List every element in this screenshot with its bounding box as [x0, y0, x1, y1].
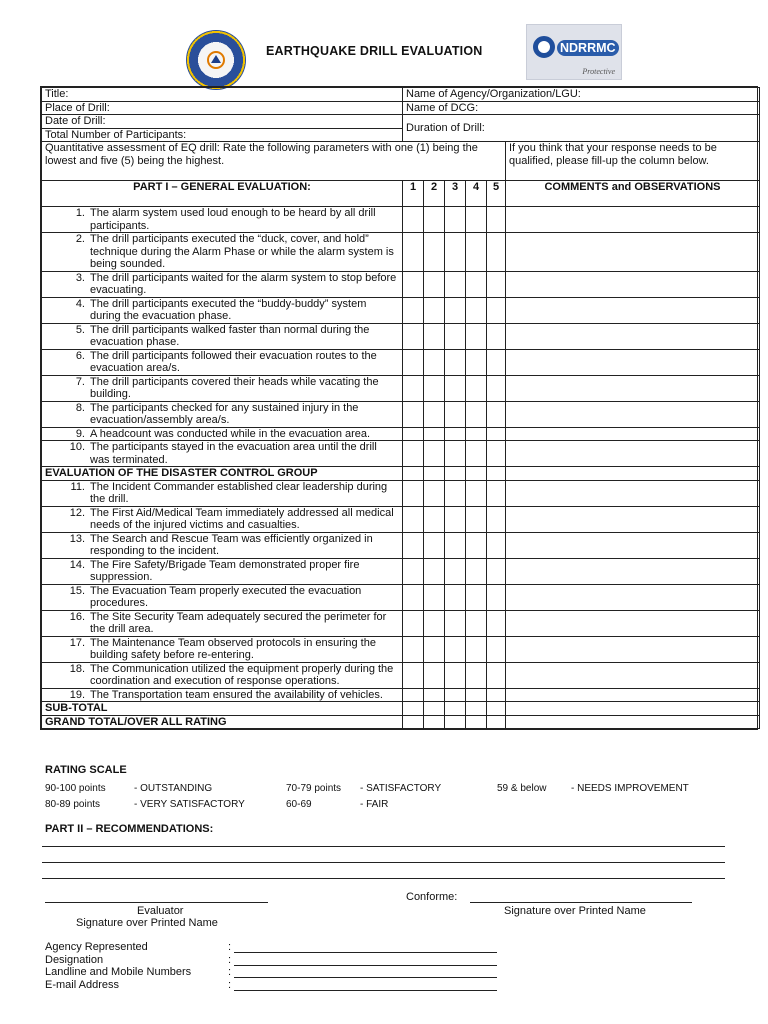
empty-cell [466, 467, 487, 481]
comment-cell[interactable] [506, 375, 760, 401]
recommendation-line-1[interactable] [42, 846, 725, 847]
criterion-number: 3. [75, 271, 85, 284]
part1-heading: PART I – GENERAL EVALUATION: [42, 181, 403, 207]
form-table [41, 87, 760, 729]
score-cell-4[interactable] [466, 662, 487, 688]
score-cell-5[interactable] [487, 297, 506, 323]
score-header-1: 1 [403, 181, 424, 207]
criterion-text: The Incident Commander established clear leadership during the drill. [90, 480, 388, 505]
instructions-left: Quantitative assessment of EQ drill: Rate the following parameters with one (1) being the lowest and five (5) being the highest. [42, 142, 506, 181]
total-score-cell-5[interactable] [487, 702, 506, 716]
field-dcg[interactable]: Name of DCG: [403, 101, 760, 115]
score-cell-4[interactable] [466, 506, 487, 532]
score-cell-2[interactable] [424, 558, 445, 584]
comment-cell[interactable] [506, 271, 760, 297]
score-cell-3[interactable] [445, 610, 466, 636]
score-cell-1[interactable] [403, 349, 424, 375]
criterion-text: The Fire Safety/Brigade Team demonstrated proper fire suppression. [90, 558, 360, 583]
scale-range: 70-79 points [286, 783, 342, 794]
score-cell-5[interactable] [487, 584, 506, 610]
score-cell-3[interactable] [445, 207, 466, 233]
criterion-number: 16. [69, 610, 85, 623]
score-cell-3[interactable] [445, 375, 466, 401]
score-cell-4[interactable] [466, 532, 487, 558]
score-cell-4[interactable] [466, 349, 487, 375]
criterion-text: The participants checked for any sustained injury in the evacuation/assembly area/s. [90, 401, 359, 426]
empty-cell [506, 467, 760, 481]
criterion-text: The drill participants walked faster than normal during the evacuation phase. [90, 323, 370, 348]
total-score-cell-2[interactable] [424, 715, 445, 729]
score-cell-4[interactable] [466, 688, 487, 702]
score-cell-1[interactable] [403, 662, 424, 688]
table-row [42, 427, 760, 441]
logo-name: NDRRMC [557, 40, 619, 56]
score-cell-5[interactable] [487, 688, 506, 702]
score-cell-5[interactable] [487, 506, 506, 532]
score-cell-1[interactable] [403, 636, 424, 662]
table-row [42, 233, 760, 272]
criterion-cell [42, 662, 403, 688]
contact-colon: : [228, 966, 232, 978]
table-row [42, 506, 760, 532]
score-cell-2[interactable] [424, 375, 445, 401]
criterion-number: 8. [75, 401, 85, 414]
criterion-cell [42, 532, 403, 558]
instructions-right: If you think that your response needs to be qualified, please fill-up the column below. [506, 142, 760, 181]
score-cell-4[interactable] [466, 584, 487, 610]
field-agency[interactable]: Name of Agency/Organization/LGU: [403, 88, 760, 102]
criterion-text: The Evacuation Team properly executed the evacuation procedures. [90, 584, 362, 609]
comment-cell[interactable] [506, 584, 760, 610]
criterion-number: 15. [69, 584, 85, 597]
score-cell-5[interactable] [487, 610, 506, 636]
comment-cell[interactable] [506, 480, 760, 506]
comment-cell[interactable] [506, 558, 760, 584]
score-cell-5[interactable] [487, 271, 506, 297]
score-cell-3[interactable] [445, 506, 466, 532]
score-cell-3[interactable] [445, 636, 466, 662]
score-cell-1[interactable] [403, 401, 424, 427]
comment-cell[interactable] [506, 297, 760, 323]
conforme-signature-caption: Signature over Printed Name [504, 905, 646, 917]
score-cell-2[interactable] [424, 584, 445, 610]
table-row [42, 297, 760, 323]
conforme-signature-line[interactable] [470, 902, 692, 903]
table-row [42, 207, 760, 233]
score-cell-2[interactable] [424, 636, 445, 662]
comment-cell[interactable] [506, 688, 760, 702]
contact-colon: : [228, 978, 232, 991]
scale-range: 60-69 [286, 799, 312, 810]
score-cell-3[interactable] [445, 349, 466, 375]
table-row [42, 323, 760, 349]
score-cell-2[interactable] [424, 297, 445, 323]
total-score-cell-1[interactable] [403, 715, 424, 729]
table-row [42, 584, 760, 610]
score-cell-2[interactable] [424, 506, 445, 532]
score-cell-3[interactable] [445, 532, 466, 558]
criterion-text: The drill participants executed the “duck, cover, and hold” technique during the Alarm Phase or while the alarm system is being sounded. [90, 233, 394, 270]
score-cell-2[interactable] [424, 480, 445, 506]
criterion-number: 1. [75, 207, 85, 219]
score-cell-2[interactable] [424, 688, 445, 702]
score-cell-5[interactable] [487, 636, 506, 662]
score-cell-1[interactable] [403, 532, 424, 558]
contact-label: Designation [45, 953, 104, 966]
empty-cell [424, 467, 445, 481]
comment-cell[interactable] [506, 532, 760, 558]
criterion-number: 7. [75, 375, 85, 388]
criterion-number: 4. [75, 297, 85, 310]
criterion-number: 14. [69, 558, 85, 571]
table-row [42, 636, 760, 662]
document-header [0, 22, 768, 84]
total-score-cell-4[interactable] [466, 702, 487, 716]
criterion-number: 5. [75, 323, 85, 336]
score-cell-1[interactable] [403, 207, 424, 233]
score-cell-4[interactable] [466, 636, 487, 662]
evaluation-form [40, 86, 758, 730]
criterion-number: 10. [69, 441, 85, 453]
criterion-text: The Transportation team ensured the availability of vehicles. [90, 688, 383, 701]
score-cell-2[interactable] [424, 323, 445, 349]
contact-input-line[interactable] [234, 990, 497, 991]
ndrrmc-logo [526, 24, 622, 80]
field-date[interactable]: Date of Drill: [42, 115, 403, 129]
score-cell-3[interactable] [445, 427, 466, 441]
comment-cell[interactable] [506, 207, 760, 233]
contact-colon: : [228, 953, 232, 966]
criterion-number: 18. [69, 662, 85, 675]
score-cell-1[interactable] [403, 610, 424, 636]
government-seal-icon [186, 30, 246, 90]
comment-cell[interactable] [506, 233, 760, 272]
comments-header: COMMENTS and OBSERVATIONS [506, 181, 760, 207]
field-duration[interactable]: Duration of Drill: [403, 115, 760, 142]
score-cell-5[interactable] [487, 323, 506, 349]
score-cell-2[interactable] [424, 207, 445, 233]
scale-descriptor: - OUTSTANDING [134, 783, 213, 794]
criterion-text: The drill participants covered their heads while vacating the building. [90, 375, 379, 400]
scale-descriptor: - VERY SATISFACTORY [134, 799, 245, 810]
score-cell-4[interactable] [466, 375, 487, 401]
scale-descriptor: - SATISFACTORY [360, 783, 442, 794]
criterion-cell [42, 207, 403, 233]
score-header-3: 3 [445, 181, 466, 207]
score-cell-1[interactable] [403, 688, 424, 702]
table-row [42, 271, 760, 297]
total-score-cell-2[interactable] [424, 702, 445, 716]
grand-total-row [42, 715, 760, 729]
score-cell-3[interactable] [445, 662, 466, 688]
total-score-cell-3[interactable] [445, 715, 466, 729]
score-cell-2[interactable] [424, 271, 445, 297]
score-header-5: 5 [487, 181, 506, 207]
score-cell-4[interactable] [466, 401, 487, 427]
table-row [42, 401, 760, 427]
table-row [42, 662, 760, 688]
field-title[interactable]: Title: [42, 88, 403, 102]
score-cell-2[interactable] [424, 532, 445, 558]
recommendation-line-3[interactable] [42, 878, 725, 879]
comment-cell[interactable] [506, 323, 760, 349]
criterion-cell [42, 323, 403, 349]
dcg-heading-row [42, 467, 760, 481]
score-cell-4[interactable] [466, 480, 487, 506]
score-cell-1[interactable] [403, 233, 424, 272]
comment-cell[interactable] [506, 401, 760, 427]
rating-scale-heading: RATING SCALE [45, 764, 127, 776]
score-cell-1[interactable] [403, 427, 424, 441]
criterion-number: 13. [69, 532, 85, 545]
score-cell-5[interactable] [487, 427, 506, 441]
score-cell-1[interactable] [403, 480, 424, 506]
contact-label: Landline and Mobile Numbers [45, 966, 192, 978]
criterion-text: The alarm system used loud enough to be heard by all drill participants. [90, 207, 376, 232]
evaluator-label: Evaluator [137, 905, 184, 917]
score-cell-5[interactable] [487, 375, 506, 401]
criterion-number: 6. [75, 349, 85, 362]
criterion-number: 12. [69, 506, 85, 519]
total-score-cell-4[interactable] [466, 715, 487, 729]
criterion-cell [42, 441, 403, 467]
table-row [42, 688, 760, 702]
table-row [42, 441, 760, 467]
score-cell-2[interactable] [424, 610, 445, 636]
score-cell-5[interactable] [487, 441, 506, 467]
score-cell-5[interactable] [487, 662, 506, 688]
score-cell-5[interactable] [487, 233, 506, 272]
contact-colon: : [228, 941, 232, 953]
table-row [42, 610, 760, 636]
field-participants[interactable]: Total Number of Participants: [42, 128, 403, 142]
logo-ring-icon [533, 36, 555, 58]
comment-cell[interactable] [506, 506, 760, 532]
total-comment-cell[interactable] [506, 702, 760, 716]
total-score-cell-5[interactable] [487, 715, 506, 729]
scale-descriptor: - FAIR [360, 799, 389, 810]
score-cell-5[interactable] [487, 349, 506, 375]
total-score-cell-1[interactable] [403, 702, 424, 716]
score-cell-4[interactable] [466, 441, 487, 467]
criterion-text: The Maintenance Team observed protocols in ensuring the building safety before re-entering. [90, 636, 376, 661]
criterion-number: 11. [70, 480, 85, 493]
contact-label: Agency Represented [45, 941, 148, 953]
subtotal-row [42, 702, 760, 716]
score-cell-4[interactable] [466, 207, 487, 233]
score-cell-1[interactable] [403, 584, 424, 610]
criterion-cell [42, 233, 403, 272]
criterion-text: The drill participants waited for the alarm system to stop before evacuating. [90, 271, 397, 296]
score-cell-4[interactable] [466, 323, 487, 349]
score-cell-1[interactable] [403, 375, 424, 401]
score-cell-3[interactable] [445, 558, 466, 584]
score-cell-5[interactable] [487, 207, 506, 233]
score-cell-2[interactable] [424, 427, 445, 441]
score-cell-3[interactable] [445, 323, 466, 349]
criterion-text: The Site Security Team adequately secured the perimeter for the drill area. [90, 610, 387, 635]
criterion-cell [42, 610, 403, 636]
score-cell-2[interactable] [424, 401, 445, 427]
criterion-cell [42, 349, 403, 375]
score-cell-4[interactable] [466, 427, 487, 441]
criterion-text: The Communication utilized the equipment properly during the coordination and execution of response operations. [90, 662, 394, 687]
page-title: EARTHQUAKE DRILL EVALUATION [266, 44, 483, 58]
score-cell-3[interactable] [445, 271, 466, 297]
contact-label: E-mail Address [45, 978, 119, 991]
score-cell-1[interactable] [403, 297, 424, 323]
score-header-2: 2 [424, 181, 445, 207]
table-row [42, 375, 760, 401]
table-row [42, 349, 760, 375]
criterion-number: 9. [75, 427, 85, 440]
contact-input-line[interactable] [234, 952, 497, 953]
score-cell-2[interactable] [424, 441, 445, 467]
comment-cell[interactable] [506, 610, 760, 636]
criterion-text: The drill participants executed the “buddy-buddy” system during the evacuation phase. [90, 297, 367, 322]
dcg-heading: EVALUATION OF THE DISASTER CONTROL GROUP [42, 467, 403, 481]
score-cell-5[interactable] [487, 401, 506, 427]
evaluator-signature-line[interactable] [45, 902, 268, 903]
subtotal-row-label: SUB-TOTAL [42, 702, 403, 716]
score-cell-2[interactable] [424, 349, 445, 375]
score-cell-3[interactable] [445, 480, 466, 506]
score-cell-4[interactable] [466, 558, 487, 584]
criterion-cell [42, 480, 403, 506]
total-comment-cell[interactable] [506, 715, 760, 729]
score-header-4: 4 [466, 181, 487, 207]
criterion-cell [42, 271, 403, 297]
part2-heading: PART II – RECOMMENDATIONS: [45, 823, 214, 835]
scale-range: 90-100 points [45, 783, 106, 794]
criterion-cell [42, 297, 403, 323]
score-cell-5[interactable] [487, 480, 506, 506]
criterion-cell [42, 401, 403, 427]
comment-cell[interactable] [506, 636, 760, 662]
score-cell-4[interactable] [466, 297, 487, 323]
score-cell-2[interactable] [424, 662, 445, 688]
comment-cell[interactable] [506, 662, 760, 688]
total-score-cell-3[interactable] [445, 702, 466, 716]
score-cell-4[interactable] [466, 233, 487, 272]
scale-descriptor: - NEEDS IMPROVEMENT [571, 783, 689, 794]
score-cell-5[interactable] [487, 558, 506, 584]
criterion-text: The First Aid/Medical Team immediately addressed all medical needs of the injured victims and casualties. [90, 506, 394, 531]
score-cell-3[interactable] [445, 297, 466, 323]
score-cell-1[interactable] [403, 271, 424, 297]
score-cell-2[interactable] [424, 233, 445, 272]
score-cell-3[interactable] [445, 441, 466, 467]
evaluator-signature-caption: Signature over Printed Name [76, 917, 218, 929]
comment-cell[interactable] [506, 427, 760, 441]
criterion-cell [42, 688, 403, 702]
scale-range: 80-89 points [45, 799, 101, 810]
score-cell-3[interactable] [445, 233, 466, 272]
criterion-cell [42, 636, 403, 662]
score-cell-4[interactable] [466, 271, 487, 297]
score-cell-1[interactable] [403, 441, 424, 467]
logo-tagline: Protective [582, 67, 615, 76]
criterion-cell [42, 506, 403, 532]
score-cell-3[interactable] [445, 584, 466, 610]
score-cell-3[interactable] [445, 401, 466, 427]
table-row [42, 480, 760, 506]
criterion-number: 19. [69, 688, 85, 701]
table-row [42, 558, 760, 584]
score-cell-1[interactable] [403, 506, 424, 532]
score-cell-1[interactable] [403, 558, 424, 584]
field-place[interactable]: Place of Drill: [42, 101, 403, 115]
comment-cell[interactable] [506, 349, 760, 375]
score-cell-1[interactable] [403, 323, 424, 349]
grand-total-row-label: GRAND TOTAL/OVER ALL RATING [42, 715, 403, 729]
criterion-text: A headcount was conducted while in the evacuation area. [90, 427, 371, 440]
score-cell-4[interactable] [466, 610, 487, 636]
empty-cell [445, 467, 466, 481]
criterion-cell [42, 375, 403, 401]
criterion-cell [42, 427, 403, 441]
score-cell-5[interactable] [487, 532, 506, 558]
criterion-cell [42, 558, 403, 584]
table-row [42, 532, 760, 558]
criterion-text: The Search and Rescue Team was efficiently organized in responding to the incident. [90, 532, 373, 557]
criterion-text: The participants stayed in the evacuation area until the drill was terminated. [90, 441, 377, 466]
comment-cell[interactable] [506, 441, 760, 467]
score-cell-3[interactable] [445, 688, 466, 702]
conforme-label: Conforme: [406, 891, 458, 903]
contact-input-line[interactable] [234, 965, 497, 966]
criterion-text: The drill participants followed their evacuation routes to the evacuation area/s. [90, 349, 377, 374]
contact-input-line[interactable] [234, 977, 497, 978]
empty-cell [403, 467, 424, 481]
recommendation-line-2[interactable] [42, 862, 725, 863]
criterion-number: 17. [69, 636, 85, 649]
criterion-cell [42, 584, 403, 610]
empty-cell [487, 467, 506, 481]
criterion-number: 2. [75, 233, 85, 245]
scale-range: 59 & below [497, 783, 547, 794]
